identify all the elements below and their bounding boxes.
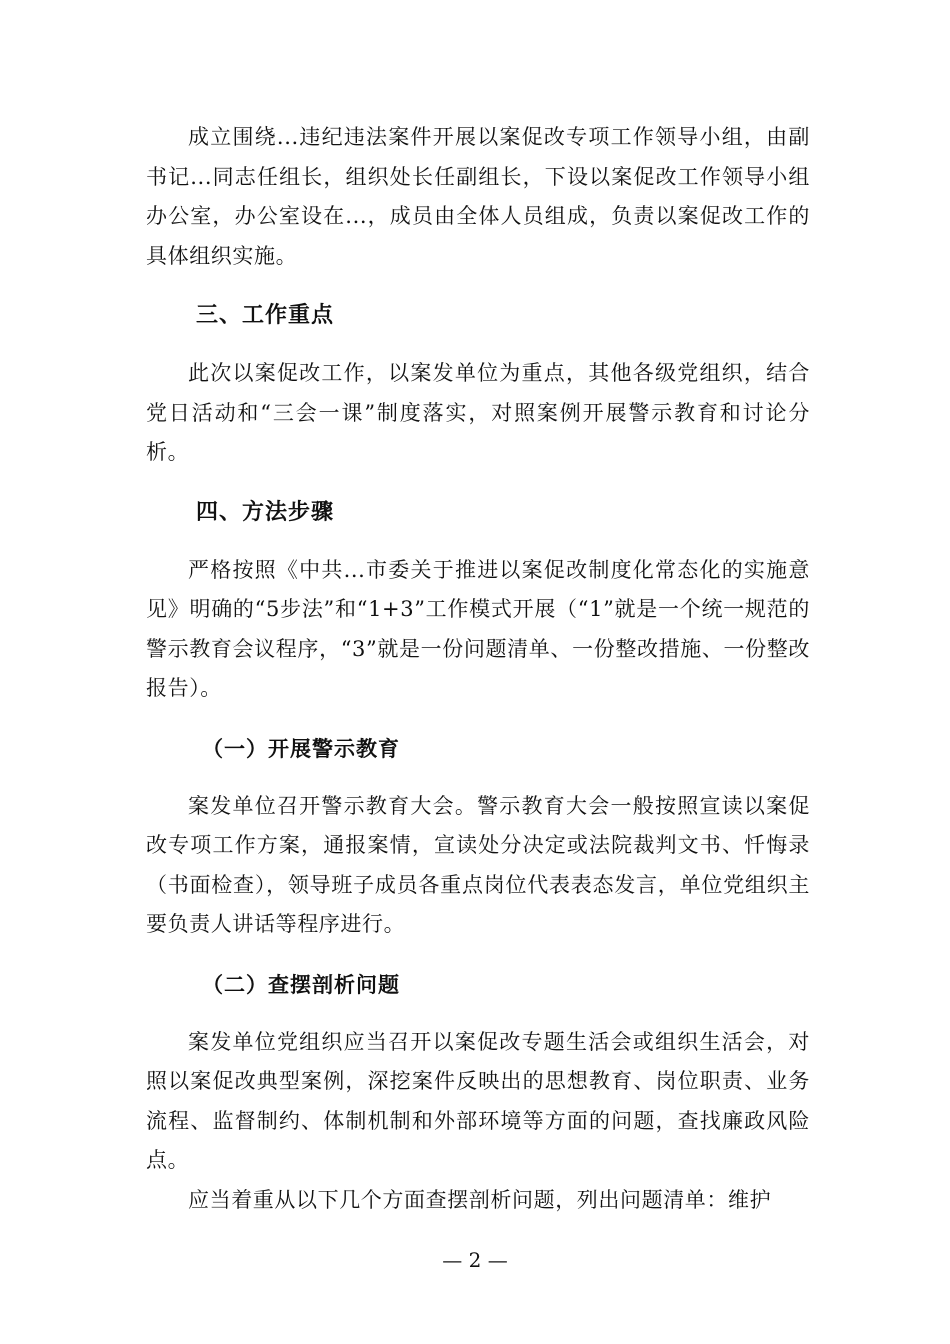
paragraph-problem-analysis: 案发单位党组织应当召开以案促改专题生活会或组织生活会，对照以案促改典型案例，深挖案件反映出的思想教育、岗位职责、业务流程、监督制约、体制机制和外部环境等方面的问题，查找廉政风险点。 [146, 1029, 810, 1172]
document-page [146, 118, 810, 1220]
heading-method-steps: 四、方法步骤 [196, 499, 335, 525]
paragraph-work-focus: 此次以案促改工作，以案发单位为重点，其他各级党组织，结合党日活动和“三会一课”制度落实，对照案例开展警示教育和讨论分析。 [146, 361, 810, 464]
subheading-warning-education: （一）开展警示教育 [202, 736, 400, 761]
paragraph-leading-group: 成立围绕...违纪违法案件开展以案促改专项工作领导小组，由副书记...同志任组长，组织处长任副组长，下设以案促改工作领导小组办公室，办公室设在...，成员由全体人员组成，负责以案促改工作的具体组织实施。 [146, 125, 810, 268]
heading-work-focus: 三、工作重点 [196, 303, 335, 328]
page-number: — 2 — [442, 1248, 508, 1272]
paragraph-problem-list: 应当着重从以下几个方面查摆剖析问题，列出问题清单：维护 [188, 1187, 772, 1212]
paragraph-warning-education: 案发单位召开警示教育大会。警示教育大会一般按照宣读以案促改专项工作方案，通报案情，宣读处分决定或法院裁判文书、忏悔录（书面检查），领导班子成员各重点岗位代表表态发言，单位党组织主要负责人讲话等程序进行。 [146, 793, 810, 936]
subheading-problem-analysis: （二）查摆剖析问题 [202, 972, 400, 997]
paragraph-method-steps: 严格按照《中共...市委关于推进以案促改制度化常态化的实施意见》明确的“5步法”和“1+3”工作模式开展（“1”就是一个统一规范的警示教育会议程序，“3”就是一份问题清单、一份整改措施、一份整改报告）。 [146, 557, 810, 700]
